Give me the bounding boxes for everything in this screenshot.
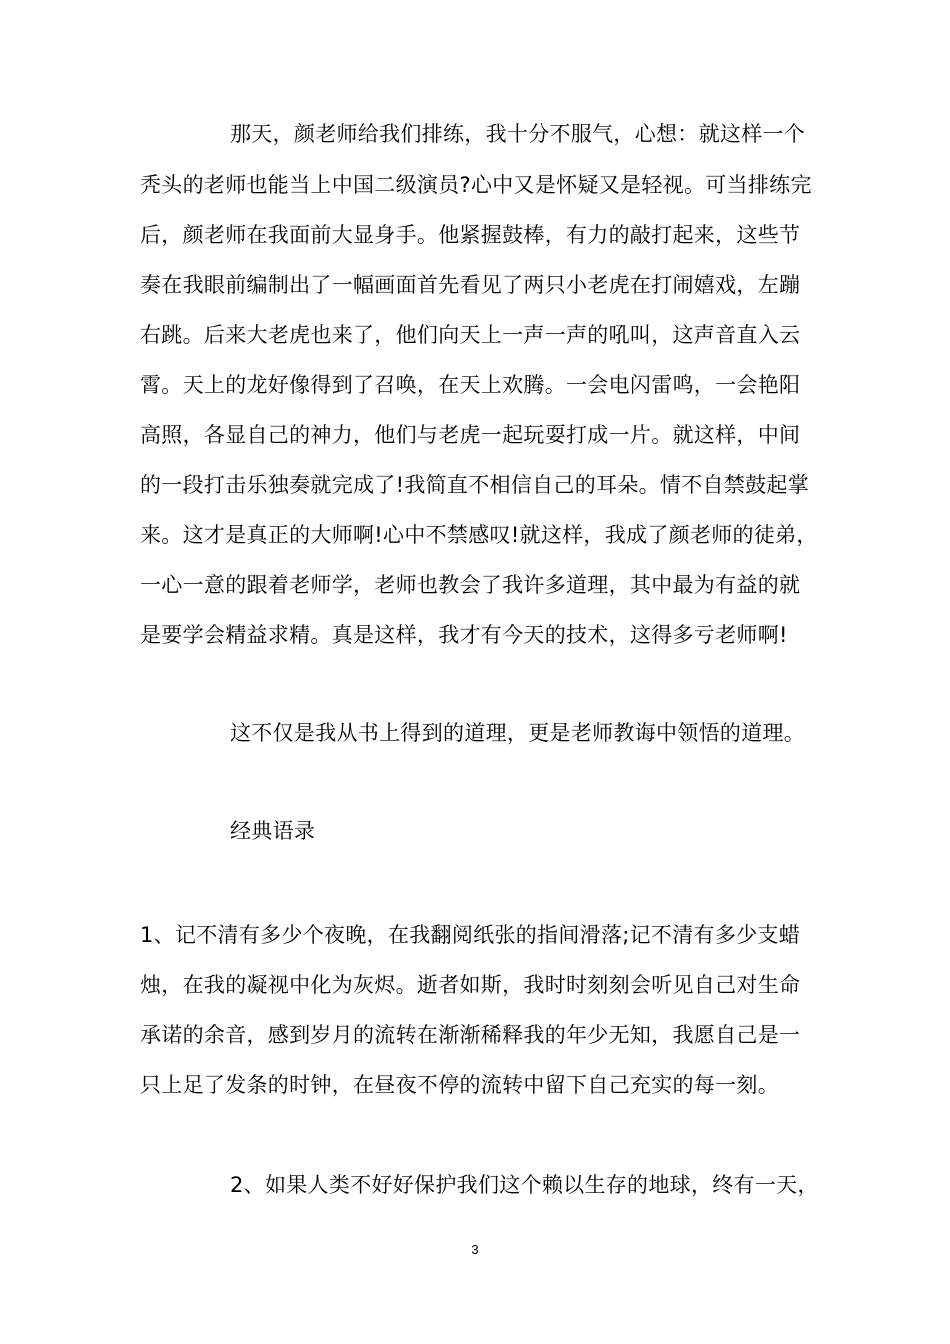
text-line: 是要学会精益求精。真是这样，我才有今天的技术，这得多亏老师啊! — [140, 623, 788, 647]
paragraph-conclusion: 这不仅是我从书上得到的道理，更是老师教诲中领悟的道理。 — [230, 721, 806, 745]
text-line: 那天，颜老师给我们排练，我十分不服气，心想：就这样一个 — [230, 122, 806, 146]
text-line: 1、记不清有多少个夜晚，在我翻阅纸张的指间滑落;记不清有多少支蜡 — [140, 923, 801, 947]
text-line: 高照，各显自己的神力，他们与老虎一起玩耍打成一片。就这样，中间 — [140, 423, 801, 447]
text-line: 的一段打击乐独奏就完成了!我简直不相信自己的耳朵。情不自禁鼓起掌 — [140, 473, 810, 497]
text-line: 承诺的余音，感到岁月的流转在渐渐稀释我的年少无知，我愿自己是一 — [140, 1023, 801, 1047]
text-line: 烛，在我的凝视中化为灰烬。逝者如斯，我时时刻刻会听见自己对生命 — [140, 973, 801, 997]
text-line: 秃头的老师也能当上中国二级演员?心中又是怀疑又是轻视。可当排练完 — [140, 173, 812, 197]
text-line: 后，颜老师在我面前大显身手。他紧握鼓棒，有力的敲打起来，这些节 — [140, 223, 801, 247]
section-heading: 经典语录 — [230, 819, 316, 843]
text-line: 右跳。后来大老虎也来了，他们向天上一声一声的吼叫，这声音直入云 — [140, 323, 801, 347]
text-line: 一心一意的跟着老师学，老师也教会了我许多道理，其中最为有益的就 — [140, 573, 801, 597]
text-line: 霄。天上的龙好像得到了召唤，在天上欢腾。一会电闪雷鸣，一会艳阳 — [140, 373, 801, 397]
text-line: 只上足了发条的时钟，在昼夜不停的流转中留下自己充实的每一刻。 — [140, 1073, 779, 1097]
text-line: 来。这才是真正的大师啊!心中不禁感叹!就这样，我成了颜老师的徒弟， — [140, 523, 818, 547]
text-line: 奏在我眼前编制出了一幅画面首先看见了两只小老虎在打闹嬉戏，左蹦 — [140, 273, 801, 297]
text-line: 2、如果人类不好好保护我们这个赖以生存的地球，终有一天， — [230, 1173, 819, 1197]
page-number: 3 — [471, 1242, 479, 1257]
